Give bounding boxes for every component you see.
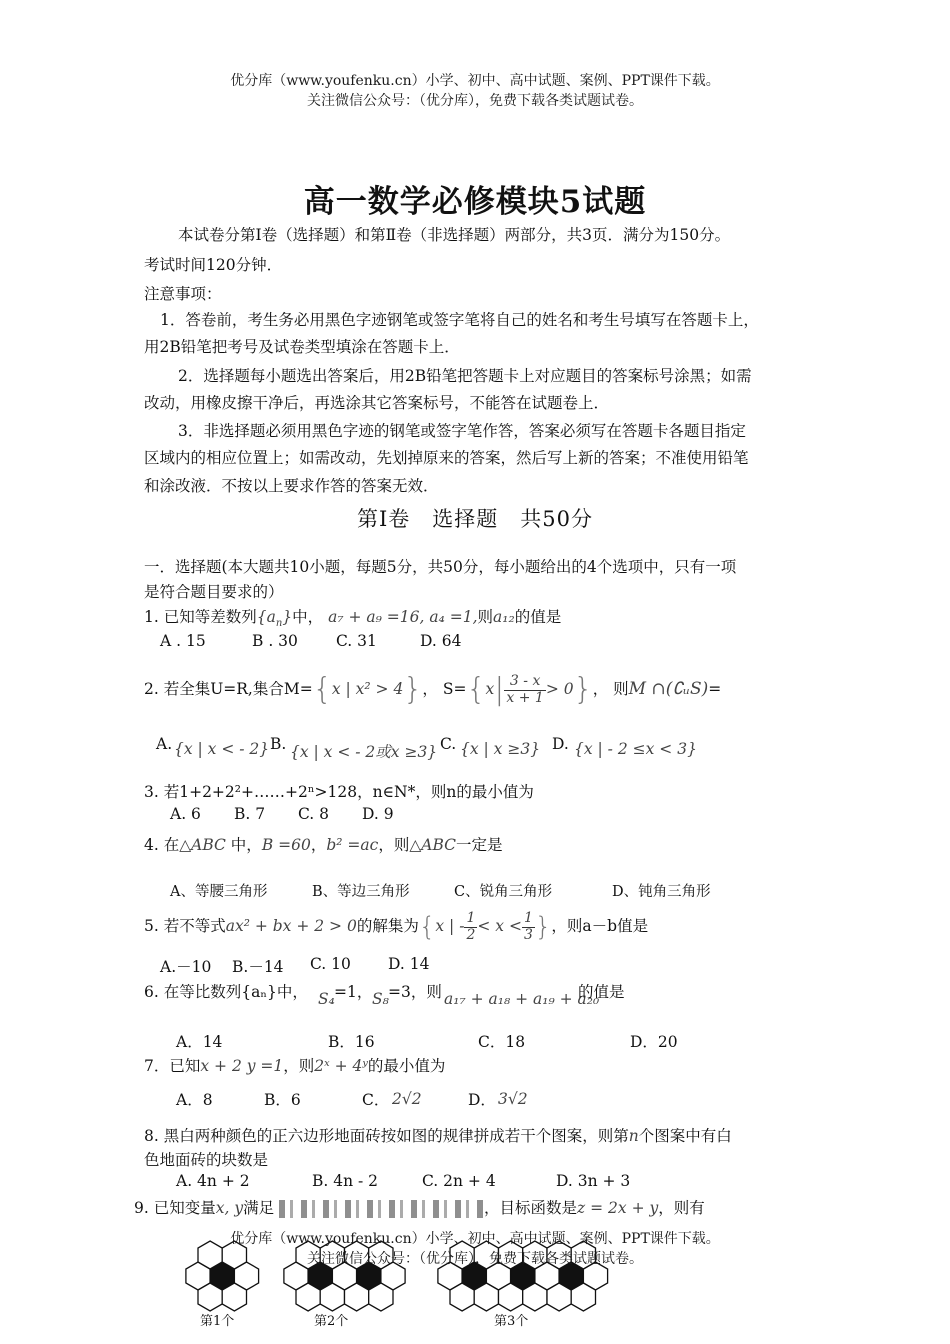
q6-option-c: C．18 xyxy=(478,1033,526,1051)
q8-option-d: D. 3n + 3 xyxy=(556,1172,631,1190)
q9-vars: x, y xyxy=(215,1199,244,1217)
question-4 xyxy=(144,833,503,855)
q6-suffix: 的值是 xyxy=(578,983,625,1001)
q2-brace-close-icon: } xyxy=(403,672,423,707)
question-3: 3. 若1+2+2²+……+2ⁿ>128，n∈N*，则n的最小值为 xyxy=(144,783,534,801)
hex-tile xyxy=(547,1283,571,1311)
question-7 xyxy=(144,1054,445,1076)
q2-comma: ， S= xyxy=(422,680,467,698)
hex-tile xyxy=(571,1283,595,1311)
q5-fraction-2: $\frac{1}{3}$ xyxy=(523,910,533,943)
question-8-line-1 xyxy=(144,1124,732,1146)
q2-set-m: x | x² > 4 xyxy=(331,680,404,698)
hex-tile xyxy=(222,1283,246,1311)
q4-mid-2: ， xyxy=(310,836,327,854)
q2-expr: M ∩(∁ᵤS) xyxy=(628,679,709,699)
q4-triangle-2: △ABC xyxy=(409,836,457,854)
q9-constraints-image xyxy=(279,1200,484,1218)
hex-tile xyxy=(523,1283,547,1311)
q4-suffix: 一定是 xyxy=(456,836,503,854)
q5-brace-close-icon: } xyxy=(534,912,552,942)
page-title: 高一数学必修模块5试题 xyxy=(303,184,647,220)
q2-option-c-label: C. xyxy=(440,735,457,753)
hex-tile xyxy=(320,1283,344,1311)
notice-2b: 改动，用橡皮擦干净后，再选涂其它答案标号，不能答在试题卷上． xyxy=(144,394,610,412)
q1-option-a: A . 15 xyxy=(160,632,206,650)
figure-caption-3: 第3个 xyxy=(494,1314,529,1329)
hex-tile xyxy=(450,1283,474,1311)
q2-then: ， 则 xyxy=(592,680,629,698)
q8-line1-b: 个图案中有白 xyxy=(638,1127,732,1145)
q2-prefix: 2. 若全集U=R,集合M= xyxy=(144,680,313,698)
q2-set-s-rel: > 0 xyxy=(545,680,574,698)
question-2 xyxy=(144,664,721,714)
q1-option-d: D. 64 xyxy=(420,632,462,650)
q5-option-c: C. 10 xyxy=(310,955,351,973)
q5-option-d: D. 14 xyxy=(388,955,430,973)
q7-option-d: 3√2 xyxy=(498,1090,528,1108)
question-9 xyxy=(134,1196,705,1218)
notice-2a: 2．选择题每小题选出答案后，用2B铅笔把答题卡上对应题目的答案标号涂黑；如需 xyxy=(178,367,752,385)
q5-mid: 的解集为 xyxy=(356,917,419,935)
hex-tile xyxy=(474,1283,498,1311)
q5-prefix: 5. 若不等式 xyxy=(144,917,226,935)
q7-option-c-label: C． xyxy=(362,1091,390,1109)
q7-condition: x + 2 y =1 xyxy=(200,1057,284,1075)
q8-option-c: C. 2n + 4 xyxy=(422,1172,496,1190)
section-title: 第Ⅰ卷 选择题 共50分 xyxy=(356,507,594,531)
q9-prefix: 9. 已知变量 xyxy=(134,1199,216,1217)
q4-angle: B =60 xyxy=(261,836,311,854)
q9-suffix: ，则有 xyxy=(658,1199,705,1217)
q5-inequality: ax² + bx + 2 > 0 xyxy=(225,917,357,935)
q2-bar-icon: | xyxy=(494,672,505,707)
footer-line-2: 关注微信公众号：（优分库），免费下载各类试题试卷。 xyxy=(307,1251,643,1267)
q1-option-c: C. 31 xyxy=(336,632,377,650)
q2-option-a-label: A. xyxy=(156,735,173,753)
q5-fraction-1: $\frac{1}{2}$ xyxy=(466,910,476,943)
q1-suffix: 的值是 xyxy=(514,608,562,626)
q1-mid: 中， xyxy=(292,608,324,626)
q6-s8: S₈ xyxy=(372,990,389,1008)
hex-tile xyxy=(499,1283,523,1311)
hex-tile xyxy=(369,1283,393,1311)
header-line-2: 关注微信公众号：（优分库），免费下载各类试题试卷。 xyxy=(307,93,643,109)
q4-mid-1: 中， xyxy=(225,836,262,854)
intro-line-2: 考试时间120分钟． xyxy=(144,256,283,274)
q2-brace-close-2-icon: } xyxy=(573,672,593,707)
intro-line-1: 本试卷分第Ⅰ卷（选择题）和第Ⅱ卷（非选择题）两部分，共3页．满分为150分。 xyxy=(178,226,731,244)
q2-set-s-x: x xyxy=(485,680,495,698)
q2-option-b: {x | x < - 2或x ≥3} xyxy=(290,743,438,761)
notice-1a: 1．答卷前，考生务必用黑色字迹钢笔或签字笔将自己的姓名和考生号填写在答题卡上， xyxy=(160,311,759,329)
q4-option-d: D、钝角三角形 xyxy=(612,884,711,900)
q6-option-d: D．20 xyxy=(630,1033,678,1051)
q5-set-mid: < x < xyxy=(477,917,522,935)
q4-option-c: C、锐角三角形 xyxy=(454,884,553,900)
q4-option-b: B、等边三角形 xyxy=(312,884,410,900)
q5-brace-open-icon: { xyxy=(418,912,436,942)
part1-line-1: 一．选择题(本大题共10小题，每题5分，共50分，每小题给出的4个选项中，只有一项 xyxy=(144,558,737,576)
q6-s4: S₄ xyxy=(318,990,335,1008)
question-8-line-2: 色地面砖的块数是 xyxy=(144,1151,269,1169)
q9-after: ，目标函数是 xyxy=(484,1199,578,1217)
q8-line1-a: 8. 黑白两种颜色的正六边形地面砖按如图的规律拼成若干个图案，则第 xyxy=(144,1127,629,1145)
q6-s4-value: =1， xyxy=(334,983,373,1001)
q4-triangle-1: △ABC xyxy=(179,836,226,854)
header-line-1: 优分库（www.youfenku.cn）小学、初中、高中试题、案例、PPT课件下载。 xyxy=(230,73,720,89)
q3-option-d: D. 9 xyxy=(362,805,394,823)
q8-option-b: B. 4n - 2 xyxy=(312,1172,379,1190)
q4-prefix: 4. 在 xyxy=(144,836,180,854)
q5-set-left: x | - xyxy=(435,917,465,935)
q5-option-a: A.－10 xyxy=(160,958,212,976)
q7-mid: ，则 xyxy=(283,1057,315,1075)
q8-option-a: A. 4n + 2 xyxy=(176,1172,250,1190)
q3-option-a: A. 6 xyxy=(170,805,201,823)
q1-seq: $\{a_n\}$ xyxy=(256,608,293,630)
q1-prefix: 1. 已知等差数列 xyxy=(144,608,257,626)
q7-option-c: 2√2 xyxy=(392,1090,422,1108)
figure-caption-1: 第1个 xyxy=(200,1314,235,1329)
q6-sum: a₁₇ + a₁₈ + a₁₉ + a₂₀ xyxy=(444,990,600,1008)
notice-3b: 区域内的相应位置上；如需改动，先划掉原来的答案，然后写上新的答案；不准使用铅笔 xyxy=(144,449,749,467)
notice-heading: 注意事项： xyxy=(144,285,222,303)
q5-suffix: ，则a－b值是 xyxy=(551,917,649,935)
question-1 xyxy=(144,605,561,629)
q7-option-b: B．6 xyxy=(264,1091,301,1109)
q9-objective: z = 2x + y xyxy=(577,1199,659,1217)
q2-brace-open-2-icon: { xyxy=(466,672,486,707)
q6-prefix: 6. 在等比数列{aₙ}中， xyxy=(144,983,308,1001)
q3-option-c: C. 8 xyxy=(298,805,330,823)
q6-option-b: B．16 xyxy=(328,1033,375,1051)
q8-n: n xyxy=(628,1127,639,1145)
q2-option-a: {x | x < - 2} xyxy=(174,740,270,758)
question-5 xyxy=(144,906,648,946)
q1-then: 则 xyxy=(477,608,494,626)
q7-option-a: A．8 xyxy=(176,1091,213,1109)
q6-s8-value: =3，则 xyxy=(388,983,442,1001)
q4-relation: b² =ac xyxy=(326,836,379,854)
q3-option-b: B. 7 xyxy=(234,805,266,823)
hex-tile xyxy=(345,1283,369,1311)
q2-eq: = xyxy=(708,680,722,698)
q1-target: a₁₂ xyxy=(493,608,515,626)
footer-line-1: 优分库（www.youfenku.cn）小学、初中、高中试题、案例、PPT课件下载。 xyxy=(230,1231,720,1247)
q2-option-d-label: D. xyxy=(552,735,569,753)
q2-option-d: {x | - 2 ≤x < 3} xyxy=(574,740,697,758)
q7-option-d-label: D． xyxy=(468,1091,496,1109)
hex-tile xyxy=(296,1283,320,1311)
q4-mid-3: ，则 xyxy=(378,836,410,854)
hex-tile xyxy=(198,1283,222,1311)
notice-1b: 用2B铅笔把考号及试卷类型填涂在答题卡上． xyxy=(144,338,460,356)
notice-3c: 和涂改液．不按以上要求作答的答案无效． xyxy=(144,477,439,495)
q2-option-b-label: B. xyxy=(270,735,287,753)
part1-line-2: 是符合题目要求的） xyxy=(144,583,284,601)
q4-option-a: A、等腰三角形 xyxy=(170,884,268,900)
q2-brace-open-icon: { xyxy=(312,672,332,707)
q1-condition: a₇ + a₉ =16, a₄ =1, xyxy=(328,608,478,626)
q7-prefix: 7．已知 xyxy=(144,1057,201,1075)
q7-suffix: 的最小值为 xyxy=(367,1057,446,1075)
q2-option-c: {x | x ≥3} xyxy=(460,740,541,758)
q2-fraction: $\frac{3 - x}{x + 1}$ xyxy=(506,673,544,706)
q6-option-a: A．14 xyxy=(176,1033,223,1051)
q1-option-b: B . 30 xyxy=(252,632,298,650)
notice-3a: 3．非选择题必须用黑色字迹的钢笔或签字笔作答，答案必须写在答题卡各题目指定 xyxy=(178,422,746,440)
q9-mid: 满足 xyxy=(243,1199,275,1217)
q7-expression: 2ˣ + 4ʸ xyxy=(314,1057,368,1075)
figure-caption-2: 第2个 xyxy=(314,1314,349,1329)
q5-option-b: B.－14 xyxy=(232,958,284,976)
